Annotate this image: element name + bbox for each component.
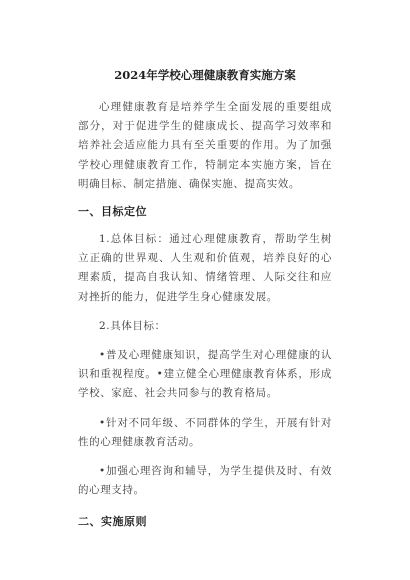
bullet-item: •加强心理咨询和辅导，为学生提供及时、有效的心理支持。	[78, 465, 332, 497]
bullet-item: •普及心理健康知识，提高学生对心理健康的认识和重视程度。•建立健全心理健康教育体系，形成学校、家庭、社会共同参与的教育格局。	[78, 349, 332, 400]
section-heading-goals: 一、目标定位	[78, 205, 147, 219]
bullet-item: •针对不同年级、不同群体的学生，开展有针对性的心理健康教育活动。	[78, 416, 332, 448]
document-title: 2024年学校心理健康教育实施方案	[114, 68, 296, 82]
general-goal-paragraph: 1.总体目标：通过心理健康教育，帮助学生树立正确的世界观、人生观和价值观，培养良好的心理素质，提高自我认知、情绪管理、人际交往和应对挫折的能力，促进学生身心健康发展。	[78, 233, 332, 303]
specific-goal-label: 2.具体目标：	[99, 319, 166, 332]
section-heading-principles: 二、实施原则	[78, 515, 147, 529]
intro-paragraph: 心理健康教育是培养学生全面发展的重要组成部分，对于促进学生的健康成长、提高学习效率和培养社会适应能力具有至关重要的作用。为了加强学校心理健康教育工作，特制定本实施方案，旨在明确目标、制定措施、确保实施、提高实效。	[78, 101, 332, 190]
